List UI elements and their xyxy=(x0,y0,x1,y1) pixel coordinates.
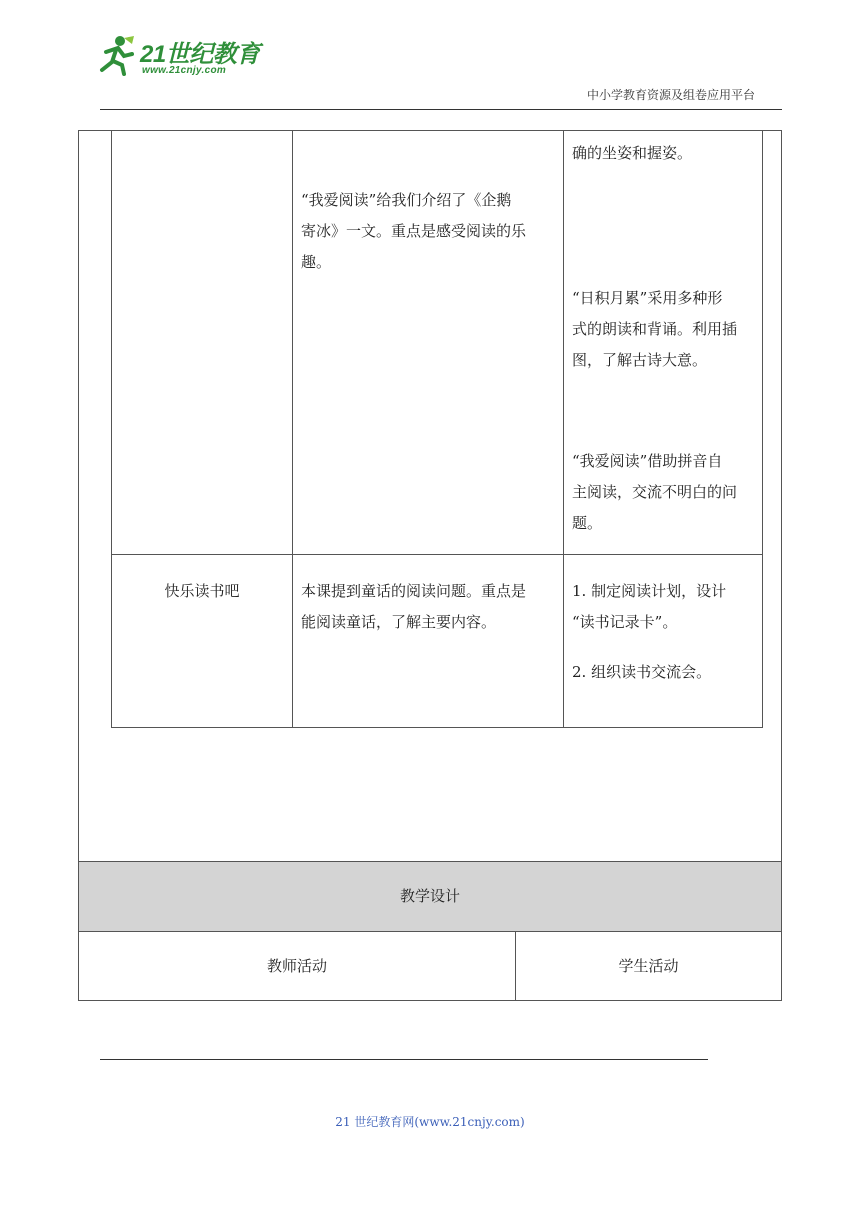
row2-col2-line: 能阅读童话，了解主要内容。 xyxy=(301,613,497,631)
design-title: 教学设计 xyxy=(399,887,460,905)
row2-col3-item2: 2. 组织读书交流会。 xyxy=(572,663,712,681)
student-activity-header: 学生活动 xyxy=(618,957,679,975)
row1-col3-block2 xyxy=(572,446,760,539)
inner-table-col-divider-1 xyxy=(292,130,293,728)
row1-col3-block1-line: 图，了解古诗大意。 xyxy=(572,351,708,369)
outer-frame-top xyxy=(78,130,782,131)
row1-col2-line: “我爱阅读”给我们介绍了《企鹅 xyxy=(301,191,512,209)
design-bottom-border xyxy=(78,1000,782,1001)
runner-icon xyxy=(94,34,136,76)
footer-divider xyxy=(100,1059,708,1060)
row2-col2-line: 本课提到童话的阅读问题。重点是 xyxy=(301,582,527,600)
site-logo xyxy=(94,30,264,80)
row1-col3-block1-line: 式的朗读和背诵。利用插 xyxy=(572,320,738,338)
inner-table-right-border xyxy=(762,130,763,728)
inner-table-left-border xyxy=(111,130,112,728)
footer-link[interactable]: 21 世纪教育网(www.21cnjy.com) xyxy=(335,1115,525,1129)
row1-col3-block2-line: 主阅读，交流不明白的问 xyxy=(572,483,738,501)
outer-frame-right xyxy=(781,130,782,1000)
row2-col2-cell xyxy=(301,576,559,638)
teacher-activity-header: 教师活动 xyxy=(266,957,327,975)
inner-table-row-divider xyxy=(111,554,763,555)
row2-col3-cell xyxy=(572,576,760,688)
inner-table-bottom-border xyxy=(111,727,763,728)
row2-col3-item1-line: 1. 制定阅读计划，设计 xyxy=(572,582,727,600)
logo-title: 21世纪教育 xyxy=(140,41,260,68)
row1-col3-block1 xyxy=(572,283,760,376)
row1-col3-top-text: 确的坐姿和握姿。 xyxy=(572,144,693,162)
logo-url: www.21cnjy.com xyxy=(142,65,227,76)
row1-col2-line: 趣。 xyxy=(301,253,332,271)
row1-col3-block2-line: 题。 xyxy=(572,514,603,532)
header-divider xyxy=(100,109,782,110)
row2-col1-title: 快乐读书吧 xyxy=(164,582,240,600)
header-tagline: 中小学教育资源及组卷应用平台 xyxy=(586,88,755,102)
row1-col2-line: 寄冰》一文。重点是感受阅读的乐 xyxy=(301,222,527,240)
row1-col3-block2-line: “我爱阅读”借助拼音自 xyxy=(572,452,723,470)
inner-table-col-divider-2 xyxy=(563,130,564,728)
row2-col3-item1-line: “读书记录卡”。 xyxy=(572,613,678,631)
row1-col3-block1-line: “日积月累”采用多种形 xyxy=(572,289,723,307)
row1-col2-cell xyxy=(301,185,559,278)
